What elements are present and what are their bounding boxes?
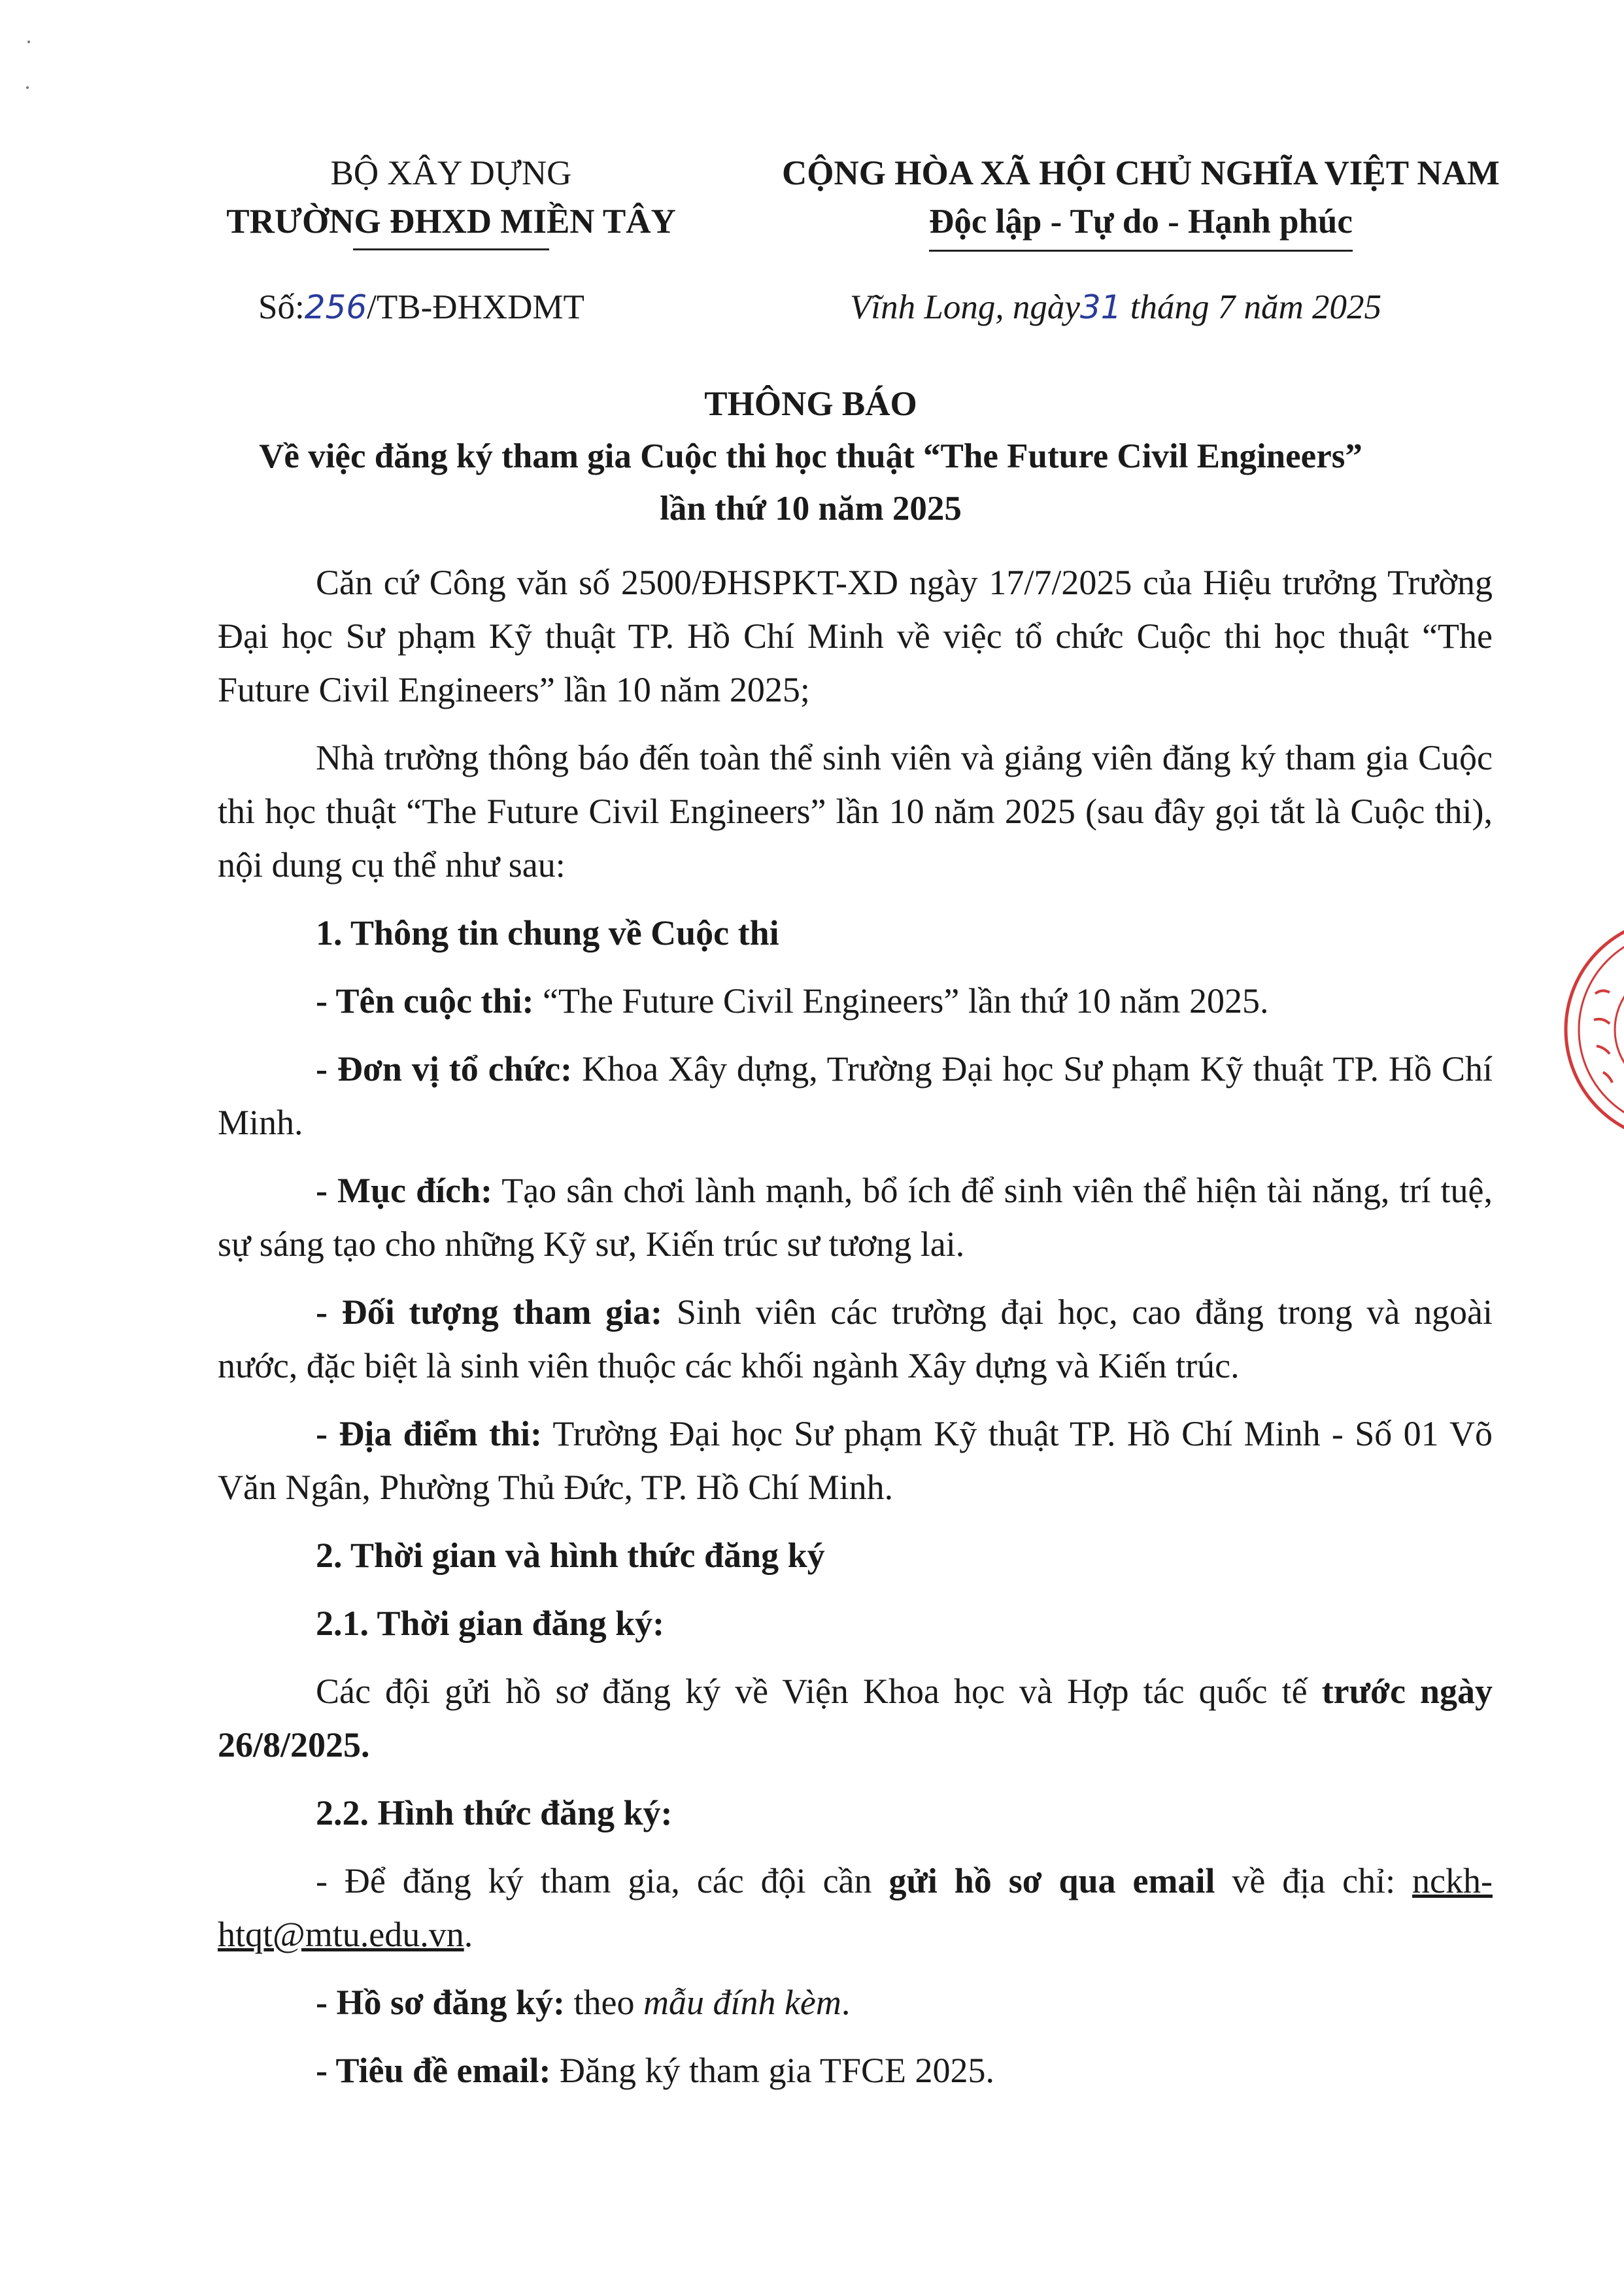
- item-venue: [218, 1407, 1493, 1514]
- republic-name: CỘNG HÒA XÃ HỘI CHỦ NGHĨA VIỆT NAM: [782, 154, 1500, 192]
- registration-end: .: [464, 1915, 473, 1954]
- item-value: Đăng ký tham gia TFCE 2025.: [550, 2051, 994, 2090]
- seal-icon: [1556, 915, 1624, 1144]
- section-heading-1: 1. Thông tin chung về Cuộc thi: [316, 913, 779, 953]
- issuer-header: [196, 149, 706, 250]
- scan-speck: [26, 86, 29, 89]
- item-label: - Địa điểm thi:: [316, 1414, 543, 1453]
- item-label: - Đơn vị tổ chức:: [316, 1049, 573, 1088]
- item-end: .: [841, 1983, 851, 2022]
- place-and-date: [850, 288, 1381, 327]
- item-label: - Đối tượng tham gia:: [316, 1292, 663, 1332]
- item-participants: [218, 1285, 1493, 1392]
- national-header: [752, 149, 1530, 252]
- deadline-date: trước ngày 26/8/2025.: [218, 1672, 1493, 1764]
- document-number-prefix: Số:: [258, 288, 305, 326]
- registration-email-link[interactable]: nckh-htqt@mtu.edu.vn: [218, 1861, 1493, 1954]
- item-label: - Mục đích:: [316, 1171, 493, 1210]
- notice-subject-line2: lần thứ 10 năm 2025: [660, 490, 962, 528]
- section-heading-2: 2. Thời gian và hình thức đăng ký: [316, 1536, 825, 1575]
- item-dossier: [218, 1976, 1493, 2029]
- national-motto: Độc lập - Tự do - Hạnh phúc: [929, 197, 1353, 252]
- item-value: Khoa Xây dựng, Trường Đại học Sư phạm Kỹ thuật TP. Hồ Chí Minh.: [218, 1049, 1493, 1142]
- document-number-suffix: /TB-ĐHXDMT: [367, 288, 584, 326]
- notice-title-main: THÔNG BÁO: [704, 385, 917, 423]
- date-prefix: Vĩnh Long, ngày: [850, 288, 1080, 326]
- subsection-heading-2-1: 2.1. Thời gian đăng ký:: [316, 1604, 665, 1643]
- item-contest-name: [218, 974, 1493, 1028]
- item-value: Tạo sân chơi lành mạnh, bổ ích để sinh viên thể hiện tài năng, trí tuệ, sự sáng tạo cho những Kỹ sư, Kiến trúc sư tương lai.: [218, 1171, 1493, 1264]
- issuer-underline: [353, 248, 549, 250]
- ministry-name: BỘ XÂY DỰNG: [330, 154, 572, 192]
- date-day-handwritten: 31: [1079, 288, 1122, 326]
- registration-method-paragraph: [218, 1854, 1493, 1961]
- scan-speck: [27, 41, 30, 43]
- attachment-reference: mẫu đính kèm: [643, 1983, 841, 2022]
- notice-subject-line1: Về việc đăng ký tham gia Cuộc thi học thuật “The Future Civil Engineers”: [259, 437, 1362, 475]
- registration-emphasis: gửi hồ sơ qua email: [888, 1861, 1215, 1900]
- official-seal-fragment: [1556, 915, 1624, 1144]
- item-email-subject: [218, 2044, 1493, 2097]
- item-value: Trường Đại học Sư phạm Kỹ thuật TP. Hồ Chí Minh - Số 01 Võ Văn Ngân, Phường Thủ Đức, TP. Hồ Chí Minh.: [218, 1414, 1493, 1507]
- notice-body: [218, 556, 1493, 2112]
- school-name: TRƯỜNG ĐHXD MIỀN TÂY: [226, 203, 676, 241]
- announcement-paragraph: Nhà trường thông báo đến toàn thể sinh viên và giảng viên đăng ký tham gia Cuộc thi học thuật “The Future Civil Engineers” lần 10 năm 2025 (sau đây gọi tắt là Cuộc thi), nội dung cụ thể như sau:: [218, 738, 1493, 885]
- date-suffix: tháng 7 năm 2025: [1130, 288, 1381, 326]
- item-value: “The Future Civil Engineers” lần thứ 10 năm 2025.: [533, 981, 1269, 1020]
- item-purpose: [218, 1164, 1493, 1271]
- legal-basis-paragraph: Căn cứ Công văn số 2500/ĐHSPKT-XD ngày 17/7/2025 của Hiệu trưởng Trường Đại học Sư phạm Kỹ thuật TP. Hồ Chí Minh về việc tổ chức Cuộc thi học thuật “The Future Civil Engineers” lần 10 năm 2025;: [218, 563, 1493, 709]
- registration-text: về địa chỉ:: [1215, 1861, 1413, 1900]
- document-number: [258, 288, 584, 327]
- document-number-handwritten: 256: [304, 288, 367, 326]
- notice-title: [163, 378, 1458, 535]
- item-value: theo: [564, 1983, 643, 2022]
- item-label: - Tên cuộc thi:: [316, 981, 534, 1020]
- registration-text: - Để đăng ký tham gia, các đội cần: [316, 1861, 889, 1900]
- item-value: Sinh viên các trường đại học, cao đẳng trong và ngoài nước, đặc biệt là sinh viên thuộc các khối ngành Xây dựng và Kiến trúc.: [218, 1292, 1493, 1385]
- deadline-text: Các đội gửi hồ sơ đăng ký về Viện Khoa học và Hợp tác quốc tế: [316, 1672, 1322, 1711]
- deadline-paragraph: [218, 1664, 1493, 1772]
- subsection-heading-2-2: 2.2. Hình thức đăng ký:: [316, 1793, 673, 1832]
- item-label: - Hồ sơ đăng ký:: [316, 1983, 565, 2022]
- item-label: - Tiêu đề email:: [316, 2051, 551, 2090]
- item-organizer: [218, 1042, 1493, 1149]
